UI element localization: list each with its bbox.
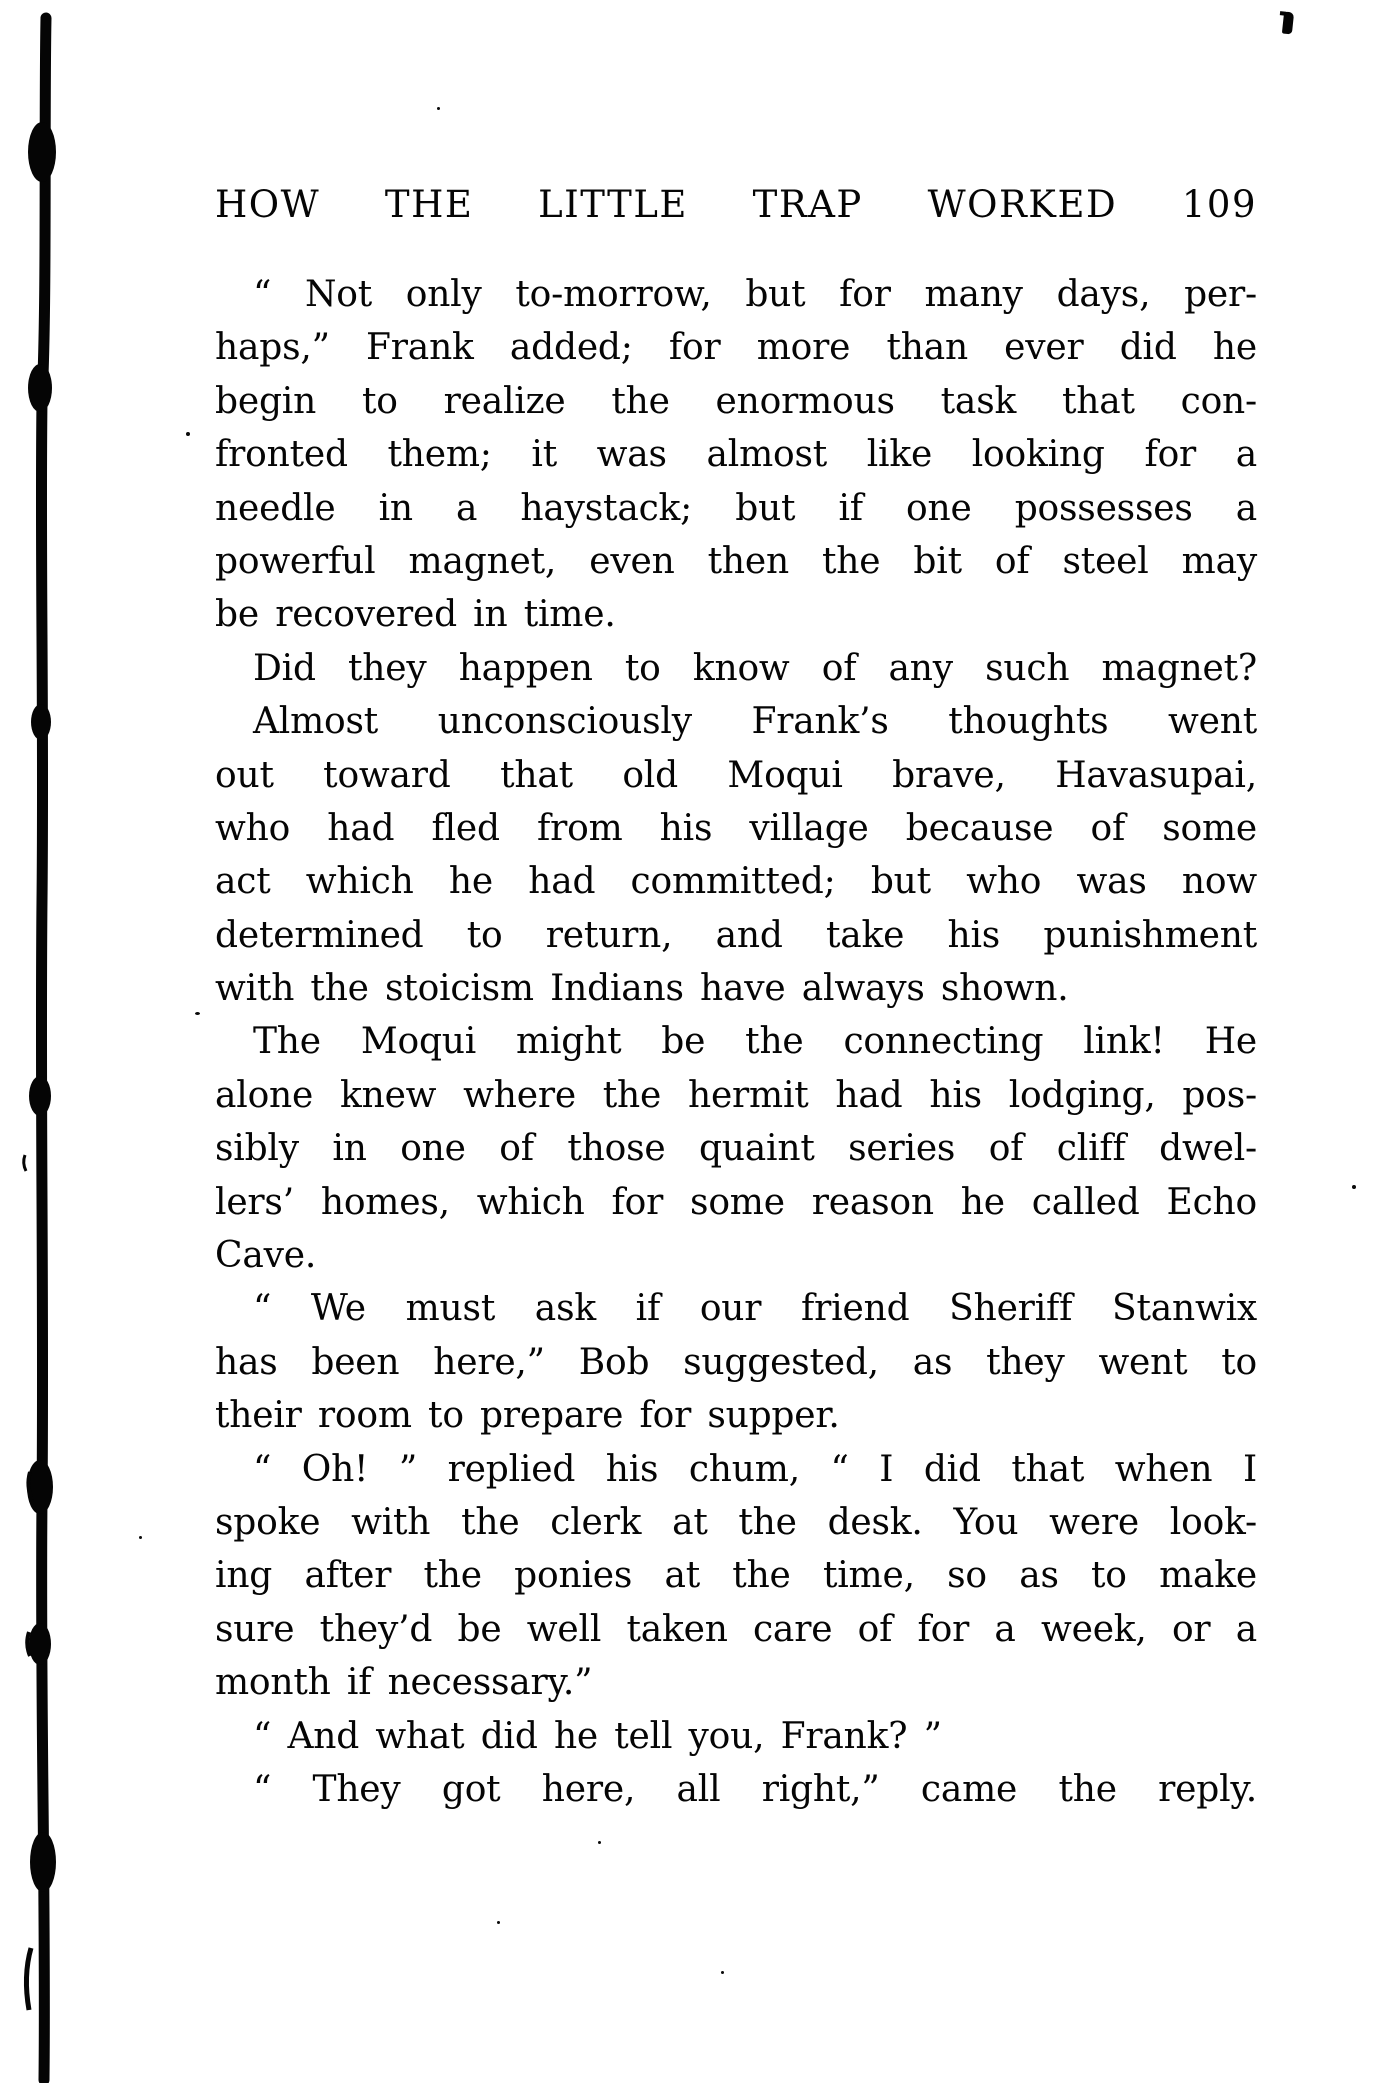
- scan-speck: [139, 1536, 142, 1539]
- book-spine-shadow: [0, 0, 170, 2083]
- text-line: act which he had committed; but who was now: [215, 861, 1257, 903]
- running-header: [215, 178, 1257, 231]
- header-word: TRAP: [752, 183, 863, 226]
- header-word: LITTLE: [538, 183, 688, 226]
- scan-speck: [497, 1921, 500, 1924]
- text-line: their room to prepare for supper.: [215, 1395, 840, 1437]
- text-line: needle in a haystack; but if one possesses a: [215, 487, 1257, 529]
- text-line: powerful magnet, even then the bit of steel may: [215, 540, 1257, 582]
- text-line: “ We must ask if our friend Sheriff Stanwix: [253, 1288, 1257, 1330]
- text-line: “ And what did he tell you, Frank? ”: [253, 1715, 942, 1757]
- text-line: sibly in one of those quaint series of cliff dwel-: [215, 1128, 1257, 1170]
- text-line: be recovered in time.: [215, 594, 616, 636]
- text-line: fronted them; it was almost like looking for a: [215, 434, 1257, 476]
- text-line: begin to realize the enormous task that con-: [215, 380, 1257, 422]
- page-number: 109: [1181, 183, 1257, 226]
- text-line: has been here,” Bob suggested, as they went to: [215, 1341, 1257, 1383]
- scan-speck: [598, 1841, 601, 1844]
- text-line: Did they happen to know of any such magnet?: [253, 647, 1257, 689]
- text-line: sure they’d be well taken care of for a week, or a: [215, 1608, 1257, 1650]
- text-line: “ They got here, all right,” came the reply.: [253, 1768, 1257, 1810]
- text-block: [215, 178, 1257, 1816]
- scan-speck: [195, 1012, 200, 1015]
- text-line: who had fled from his village because of some: [215, 807, 1257, 849]
- scan-speck: [721, 1971, 724, 1974]
- text-line: Almost unconsciously Frank’s thoughts went: [253, 701, 1257, 743]
- text-line: The Moqui might be the connecting link! He: [253, 1021, 1257, 1063]
- text-line: with the stoicism Indians have always shown.: [215, 968, 1069, 1010]
- text-line: ing after the ponies at the time, so as to make: [215, 1555, 1257, 1597]
- body-text: [215, 268, 1257, 1816]
- text-line: out toward that old Moqui brave, Havasupai,: [215, 754, 1257, 796]
- text-line: Cave.: [215, 1235, 317, 1277]
- ink-blot-mark: [1282, 12, 1294, 35]
- text-line: lers’ homes, which for some reason he called Echo: [215, 1181, 1257, 1223]
- text-line: haps,” Frank added; for more than ever did he: [215, 327, 1257, 369]
- text-line: alone knew where the hermit had his lodging, pos-: [215, 1074, 1257, 1116]
- text-line: month if necessary.”: [215, 1662, 593, 1704]
- scan-speck: [437, 107, 440, 110]
- header-word: WORKED: [927, 183, 1118, 226]
- text-line: “ Oh! ” replied his chum, “ I did that when I: [253, 1448, 1257, 1490]
- text-line: determined to return, and take his punishment: [215, 914, 1257, 956]
- header-word: HOW: [215, 183, 321, 226]
- scan-speck: [1352, 1185, 1356, 1189]
- text-line: spoke with the clerk at the desk. You were look-: [215, 1501, 1257, 1543]
- header-word: THE: [384, 183, 474, 226]
- text-line: “ Not only to-morrow, but for many days, per-: [253, 274, 1257, 315]
- scan-speck: [186, 432, 190, 436]
